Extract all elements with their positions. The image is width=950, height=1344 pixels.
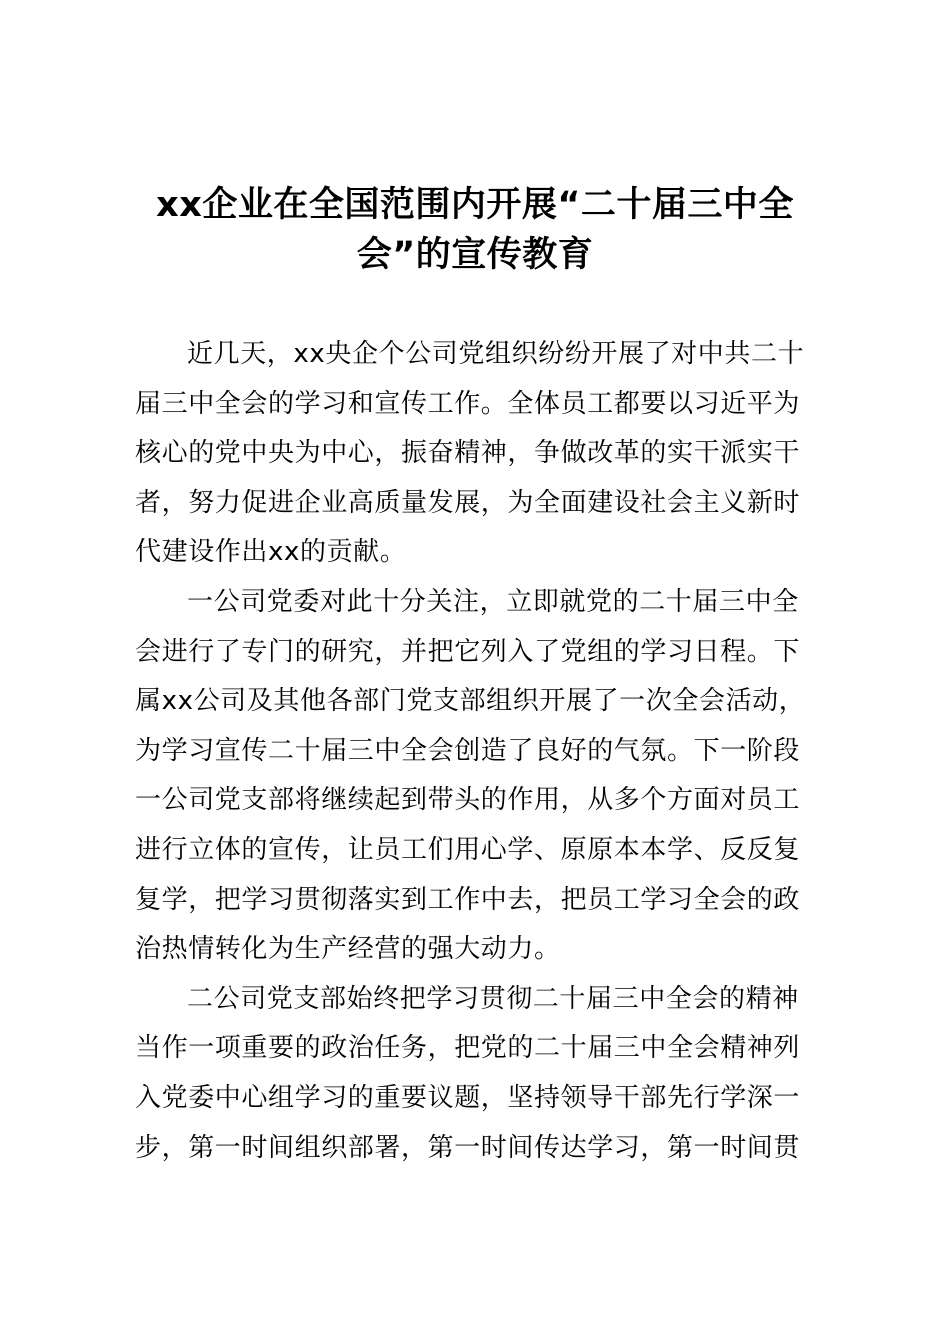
paragraph-3 <box>135 975 835 1173</box>
text-line: 近几天，xx央企个公司党组织纷纷开展了对中共二十 <box>187 339 805 369</box>
text-line: 核心的党中央为中心，振奋精神，争做改革的实干派实干 <box>135 438 801 469</box>
paragraph-1 <box>135 330 835 578</box>
paragraph-2 <box>135 578 835 975</box>
text-line: 为学习宣传二十届三中全会创造了良好的气氛。下一阶段 <box>135 735 801 766</box>
text-line: 代建设作出xx的贡献。 <box>135 537 407 568</box>
title-line: 会”的宣传教育 <box>356 235 594 275</box>
text-line: 步，第一时间组织部署，第一时间传达学习，第一时间贯 <box>135 1132 801 1163</box>
text-line: 入党委中心组学习的重要议题，坚持领导干部先行学深一 <box>135 1082 801 1113</box>
text-line: 届三中全会的学习和宣传工作。全体员工都要以习近平为 <box>135 388 801 419</box>
text-line: 一公司党支部将继续起到带头的作用，从多个方面对员工 <box>135 785 801 816</box>
text-line: 一公司党委对此十分关注，立即就党的二十届三中全 <box>187 586 799 617</box>
title-line: xx企业在全国范围内开展“二十届三中全 <box>156 185 794 225</box>
text-line: 复学，把学习贯彻落实到工作中去，把员工学习全会的政 <box>135 884 801 915</box>
text-line: 会进行了专门的研究，并把它列入了党组的学习日程。下 <box>135 636 801 667</box>
text-line: 治热情转化为生产经营的强大动力。 <box>135 934 561 965</box>
text-line: 进行立体的宣传，让员工们用心学、原原本本学、反反复 <box>135 834 801 865</box>
document-title <box>100 180 850 280</box>
document-body <box>135 330 835 1173</box>
text-line: 者，努力促进企业高质量发展，为全面建设社会主义新时 <box>135 487 801 518</box>
text-line: 属xx公司及其他各部门党支部组织开展了一次全会活动， <box>135 686 806 717</box>
text-line: 二公司党支部始终把学习贯彻二十届三中全会的精神 <box>187 983 799 1014</box>
text-line: 当作一项重要的政治任务，把党的二十届三中全会精神列 <box>135 1033 801 1064</box>
